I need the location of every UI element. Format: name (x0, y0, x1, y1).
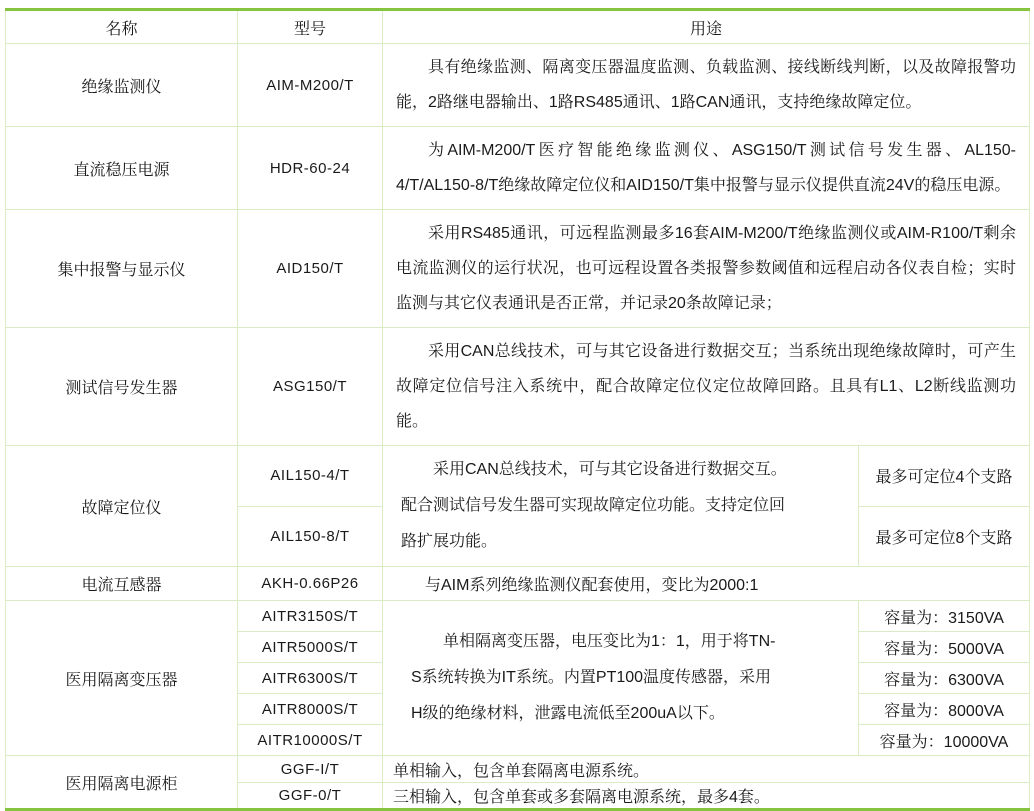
table-row (6, 44, 1030, 127)
product-usage: 三相输入，包含单套或多套隔离电源系统，最多4套。 (383, 783, 1030, 810)
col-header-usage: 用途 (383, 10, 1030, 44)
table-row (6, 328, 1030, 446)
header-row (6, 10, 1030, 44)
table-row (6, 756, 1030, 783)
product-name: 测试信号发生器 (6, 328, 238, 446)
product-usage: 为AIM-M200/T医疗智能绝缘监测仪、ASG150/T测试信号发生器、AL150-4/T/AL150-8/T绝缘故障定位仪和AID150/T集中报警与显示仪提供直流24V的稳压电源。 (383, 127, 1030, 210)
product-model: GGF-I/T (238, 756, 383, 783)
product-usage: 采用CAN总线技术，可与其它设备进行数据交互。配合测试信号发生器可实现故障定位功能。支持定位回路扩展功能。 (383, 446, 859, 567)
product-name: 医用隔离变压器 (6, 601, 238, 756)
product-model: AKH-0.66P26 (238, 567, 383, 601)
product-note: 容量为：6300VA (859, 663, 1030, 694)
product-model: AITR5000S/T (238, 632, 383, 663)
table-row (6, 601, 1030, 632)
product-model: AITR8000S/T (238, 694, 383, 725)
product-model: ASG150/T (238, 328, 383, 446)
product-name: 故障定位仪 (6, 446, 238, 567)
product-model: AIL150-8/T (238, 506, 383, 567)
product-model: AIL150-4/T (238, 446, 383, 507)
table-row (6, 446, 1030, 507)
product-model: HDR-60-24 (238, 127, 383, 210)
product-spec-table-container (5, 8, 1029, 811)
product-note: 容量为：8000VA (859, 694, 1030, 725)
product-spec-table (5, 8, 1030, 811)
product-model: AITR6300S/T (238, 663, 383, 694)
table-row (6, 210, 1030, 328)
product-name: 绝缘监测仪 (6, 44, 238, 127)
col-header-name: 名称 (6, 10, 238, 44)
product-usage: 与AIM系列绝缘监测仪配套使用，变比为2000:1 (383, 567, 1030, 601)
product-name: 电流互感器 (6, 567, 238, 601)
product-usage: 采用RS485通讯，可远程监测最多16套AIM-M200/T绝缘监测仪或AIM-R100/T剩余电流监测仪的运行状况，也可远程设置各类报警参数阈值和远程启动各仪表自检；实时监测与其它仪表通讯是否正常，并记录20条故障记录； (383, 210, 1030, 328)
product-name: 集中报警与显示仪 (6, 210, 238, 328)
table-row (6, 127, 1030, 210)
product-usage: 具有绝缘监测、隔离变压器温度监测、负载监测、接线断线判断，以及故障报警功能，2路继电器输出、1路RS485通讯、1路CAN通讯，支持绝缘故障定位。 (383, 44, 1030, 127)
product-note: 容量为：5000VA (859, 632, 1030, 663)
product-note: 容量为：3150VA (859, 601, 1030, 632)
product-usage: 采用CAN总线技术，可与其它设备进行数据交互；当系统出现绝缘故障时，可产生故障定位信号注入系统中，配合故障定位仪定位故障回路。且具有L1、L2断线监测功能。 (383, 328, 1030, 446)
product-model: GGF-0/T (238, 783, 383, 810)
product-model: AITR10000S/T (238, 725, 383, 756)
product-usage: 单相输入，包含单套隔离电源系统。 (383, 756, 1030, 783)
col-header-model: 型号 (238, 10, 383, 44)
product-name: 直流稳压电源 (6, 127, 238, 210)
product-note: 最多可定位4个支路 (859, 446, 1030, 507)
product-model: AID150/T (238, 210, 383, 328)
product-note: 最多可定位8个支路 (859, 506, 1030, 567)
product-usage: 单相隔离变压器，电压变比为1：1，用于将TN-S系统转换为IT系统。内置PT100温度传感器，采用H级的绝缘材料，泄露电流低至200uA以下。 (383, 601, 859, 756)
product-note: 容量为：10000VA (859, 725, 1030, 756)
table-row (6, 567, 1030, 601)
product-model: AITR3150S/T (238, 601, 383, 632)
product-name: 医用隔离电源柜 (6, 756, 238, 810)
product-model: AIM-M200/T (238, 44, 383, 127)
